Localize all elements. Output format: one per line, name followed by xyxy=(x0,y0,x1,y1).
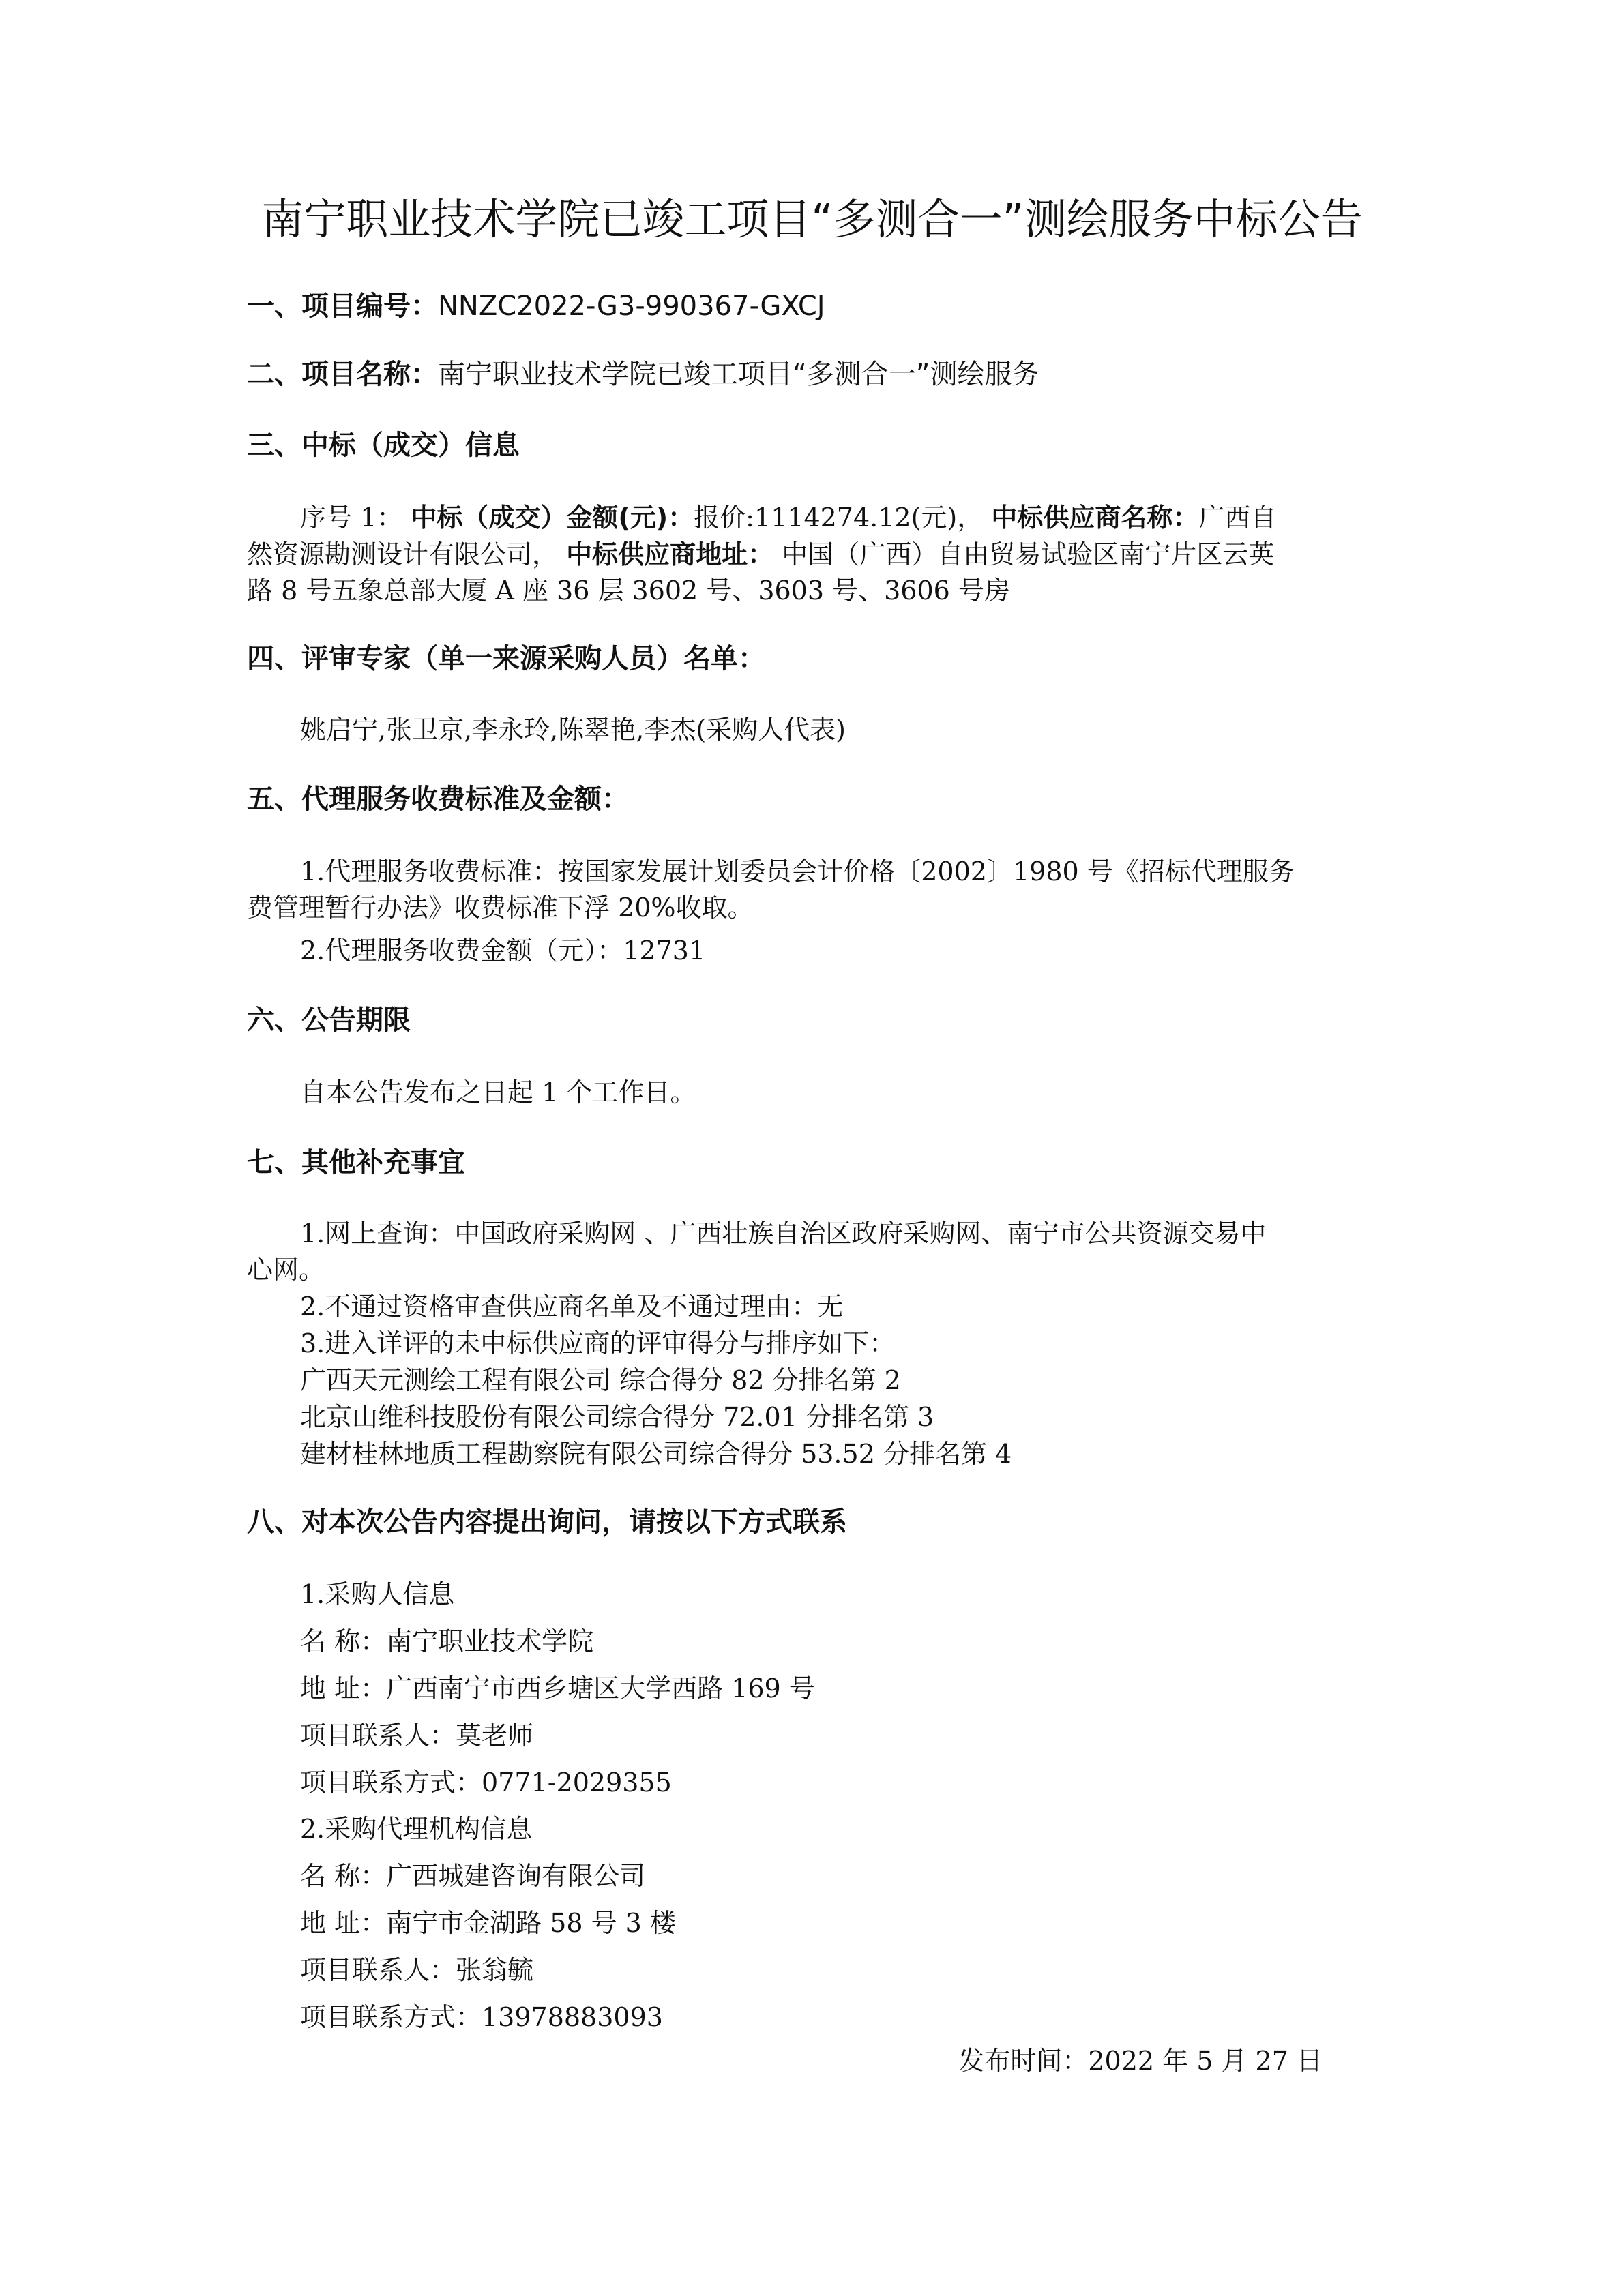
project-number-value: NNZC2022-G3-990367-GXCJ xyxy=(438,290,825,322)
buyer-phone: 项目联系方式：0771-2029355 xyxy=(300,1768,672,1798)
award-line-1 xyxy=(300,500,1276,535)
publish-date: 发布时间：2022 年 5 月 27 日 xyxy=(958,2046,1323,2076)
fee-item-1-cont: 费管理暂行办法》收费标准下浮 20%收取。 xyxy=(247,893,754,923)
section-contact-heading: 八、对本次公告内容提出询问，请按以下方式联系 xyxy=(247,1506,847,1538)
project-number xyxy=(247,288,825,324)
section-award-heading: 三、中标（成交）信息 xyxy=(247,430,520,461)
award-supplier-value-cont: 然资源勘测设计有限公司， xyxy=(247,539,559,569)
page-title: 南宁职业技术学院已竣工项目“多测合一”测绘服务中标公告 xyxy=(261,194,1363,244)
other-item-3: 3.进入详评的未中标供应商的评审得分与排序如下： xyxy=(300,1328,896,1358)
fee-item-1: 1.代理服务收费标准：按国家发展计划委员会计价格〔2002〕1980 号《招标代理服务 xyxy=(300,856,1295,886)
buyer-contact: 项目联系人：莫老师 xyxy=(300,1720,534,1750)
award-supplier-label: 中标供应商名称： xyxy=(991,503,1199,533)
agent-phone: 项目联系方式：13978883093 xyxy=(300,2002,663,2032)
section-fee-heading: 五、代理服务收费标准及金额： xyxy=(247,784,629,815)
rank-line-3: 建材桂林地质工程勘察院有限公司综合得分 53.52 分排名第 4 xyxy=(300,1439,1012,1469)
award-line-3: 路 8 号五象总部大厦 A 座 36 层 3602 号、3603 号、3606 号房 xyxy=(247,576,1010,606)
project-name-value: 南宁职业技术学院已竣工项目“多测合一”测绘服务 xyxy=(438,359,1039,390)
other-item-1: 1.网上查询：中国政府采购网 、广西壮族自治区政府采购网、南宁市公共资源交易中 xyxy=(300,1219,1267,1249)
project-name xyxy=(247,357,1039,392)
buyer-address: 地 址：广西南宁市西乡塘区大学西路 169 号 xyxy=(300,1673,815,1703)
award-address-label: 中标供应商地址： xyxy=(566,539,774,569)
section-other-heading: 七、其他补充事宜 xyxy=(247,1147,465,1178)
period-text: 自本公告发布之日起 1 个工作日。 xyxy=(300,1077,696,1107)
project-name-label: 二、项目名称： xyxy=(247,359,438,390)
other-item-1-cont: 心网。 xyxy=(247,1255,325,1285)
experts-list: 姚启宁,张卫京,李永玲,陈翠艳,李杰(采购人代表) xyxy=(300,715,846,745)
agent-address: 地 址：南宁市金湖路 58 号 3 楼 xyxy=(300,1908,676,1938)
fee-item-2: 2.代理服务收费金额（元）：12731 xyxy=(300,936,706,966)
award-address-value: 中国（广西）自由贸易试验区南宁片区云英 xyxy=(782,539,1275,569)
rank-line-1: 广西天元测绘工程有限公司 综合得分 82 分排名第 2 xyxy=(300,1365,901,1395)
project-number-label: 一、项目编号： xyxy=(247,290,438,322)
award-amount-value: 报价:1114274.12(元)， xyxy=(694,503,984,533)
award-seq: 序号 1： xyxy=(300,503,403,533)
other-item-2: 2.不通过资格审查供应商名单及不通过理由：无 xyxy=(300,1292,844,1322)
award-amount-label: 中标（成交）金额(元)： xyxy=(411,503,694,533)
award-supplier-value: 广西自 xyxy=(1198,503,1277,533)
buyer-name: 名 称：南宁职业技术学院 xyxy=(300,1626,594,1656)
buyer-title: 1.采购人信息 xyxy=(300,1579,455,1609)
rank-line-2: 北京山维科技股份有限公司综合得分 72.01 分排名第 3 xyxy=(300,1402,934,1432)
agent-contact: 项目联系人：张翁毓 xyxy=(300,1955,534,1985)
award-line-2 xyxy=(247,537,1274,572)
section-period-heading: 六、公告期限 xyxy=(247,1004,411,1036)
section-experts-heading: 四、评审专家（单一来源采购人员）名单： xyxy=(247,643,765,674)
agent-name: 名 称：广西城建咨询有限公司 xyxy=(300,1861,646,1891)
agent-title: 2.采购代理机构信息 xyxy=(300,1814,533,1844)
